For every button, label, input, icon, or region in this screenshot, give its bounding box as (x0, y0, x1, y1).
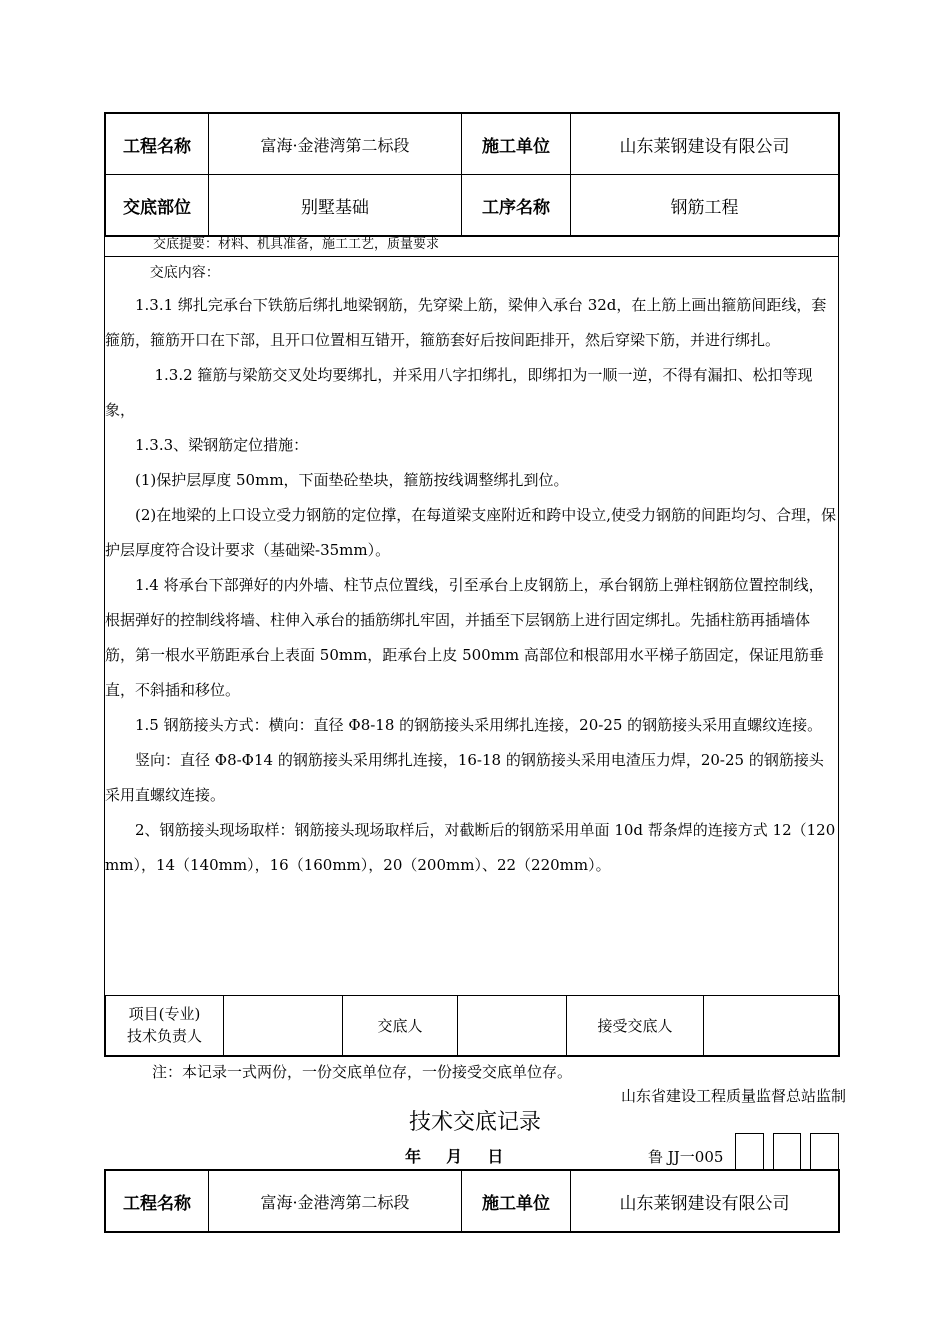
receiver-signature-cell[interactable] (704, 996, 840, 1056)
presenter-signature-cell[interactable] (458, 996, 567, 1056)
paragraph-2: 1.3.2 箍筋与梁筋交叉处均要绑扎，并采用八字扣绑扎，即绑扣为一顺一逆，不得有漏扣、松扣等现象， (105, 366, 813, 419)
paragraph-3: 1.3.3、梁钢筋定位措施： (135, 436, 309, 454)
summary-line (105, 228, 838, 257)
process-value: 钢筋工程 (571, 175, 840, 237)
paragraph-5: (2)在地梁的上口设立受力钢筋的定位撑，在每道梁支座附近和跨中设立,使受力钢筋的间距均匀、合理，保护层厚度符合设计要求（基础梁-35mm）。 (105, 506, 837, 559)
content-title: 交底内容： (149, 265, 220, 281)
contractor-value: 山东莱钢建设有限公司 (571, 113, 840, 175)
paragraph-6: 1.4 将承台下部弹好的内外墙、柱节点位置线，引至承台上皮钢筋上，承台钢筋上弹柱钢筋位置控制线，根据弹好的控制线将墙、柱伸入承台的插筋绑扎牢固，并插至下层钢筋上进行固定绑扎。先插柱筋再插墙体筋，第一根水平筋距承台上表面 50mm，距承台上皮 500mm 高部位和根部用水平梯子筋固定，保证甩筋垂直，不斜插和移位。 (105, 576, 824, 699)
tech-lead-signature-cell[interactable] (224, 996, 343, 1056)
paragraph-9: 2、钢筋接头现场取样：钢筋接头现场取样后，对截断后的钢筋采用单面 10d 帮条焊的连接方式 12（120mm），14（140mm），16（160mm），20（200mm）、22（220mm）。 (105, 821, 836, 874)
signature-table (104, 995, 840, 1057)
record2-date (405, 1144, 503, 1167)
record2-contractor-label: 施工单位 (462, 1170, 571, 1232)
paragraph-7: 1.5 钢筋接头方式：横向：直径 Φ8-18 的钢筋接头采用绑扎连接，20-25 的钢筋接头采用直螺纹连接。 (135, 716, 823, 734)
tech-lead-label (105, 996, 224, 1056)
record2-project-name-label: 工程名称 (105, 1170, 209, 1232)
tech-lead-line2: 技术负责人 (126, 1027, 202, 1046)
project-name-label: 工程名称 (105, 113, 209, 175)
supervisor-text: 山东省建设工程质量监督总站监制 (620, 1087, 846, 1105)
record2-project-name-value: 富海·金港湾第二标段 (209, 1170, 462, 1232)
date-year: 年 (405, 1147, 422, 1166)
record2-contractor-value: 山东莱钢建设有限公司 (571, 1170, 840, 1232)
record2-header-table (104, 1169, 840, 1233)
process-label: 工序名称 (462, 175, 571, 237)
paragraph-1: 1.3.1 绑扎完承台下铁筋后绑扎地梁钢筋，先穿梁上筋，梁伸入承台 32d，在上筋上画出箍筋间距线，套箍筋，箍筋开口在下部，且开口位置相互错开，箍筋套好后按间距排开，然后穿梁下筋，并进行绑扎。 (105, 296, 827, 349)
content-body (105, 258, 838, 883)
record1-header-table (104, 112, 840, 237)
part-label: 交底部位 (105, 175, 209, 237)
paragraph-4: (1)保护层厚度 50mm，下面垫砼垫块，箍筋按线调整绑扎到位。 (135, 471, 569, 489)
receiver-label: 接受交底人 (567, 996, 704, 1056)
project-name-value: 富海·金港湾第二标段 (209, 113, 462, 175)
form-code: 鲁 JJ一005 (648, 1148, 724, 1166)
content-box (104, 228, 839, 996)
paragraph-8: 竖向：直径 Φ8-Φ14 的钢筋接头采用绑扎连接，16-18 的钢筋接头采用电渣压力焊，20-25 的钢筋接头采用直螺纹连接。 (105, 751, 824, 804)
tech-lead-line1: 项目(专业) (128, 1005, 201, 1024)
code-box-1 (735, 1133, 764, 1170)
note-text: 注：本记录一式两份，一份交底单位存，一份接受交底单位存。 (152, 1063, 573, 1081)
contractor-label: 施工单位 (462, 113, 571, 175)
code-box-2 (773, 1133, 801, 1170)
record2-title: 技术交底记录 (408, 1110, 541, 1135)
code-box-3 (810, 1133, 839, 1170)
part-value: 别墅基础 (209, 175, 462, 237)
summary-text: 交底提要：材料、机具准备，施工工艺，质量要求 (153, 237, 440, 252)
date-day: 日 (487, 1147, 504, 1166)
presenter-label: 交底人 (343, 996, 458, 1056)
date-month: 月 (446, 1147, 463, 1166)
